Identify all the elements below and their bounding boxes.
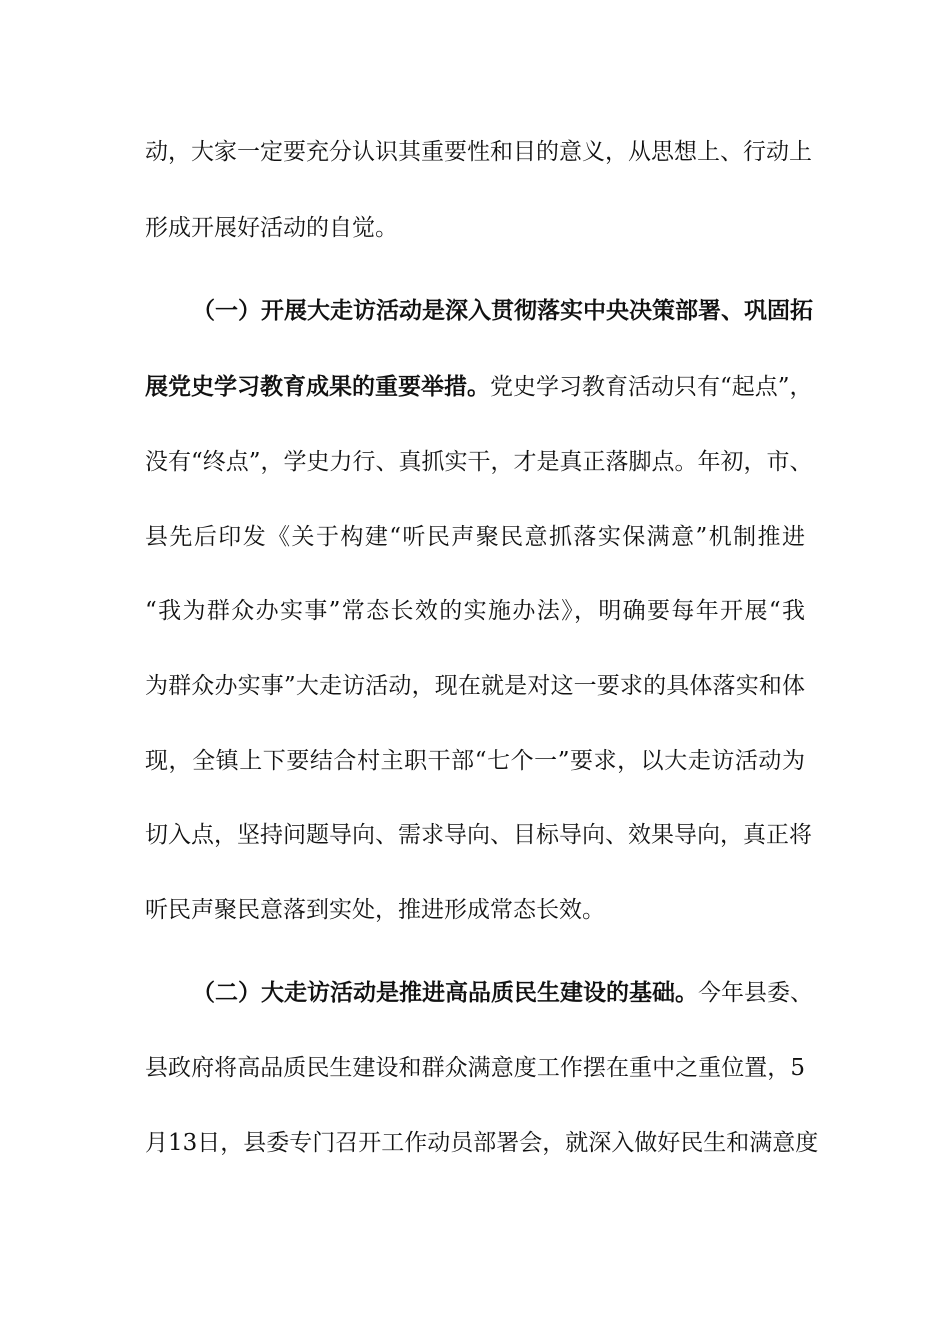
text-run: 动，大家一定要充分认识其重要性和目的意义，从思想上、行动上: [145, 139, 812, 165]
text-run: “我为群众办实事”常态长效的实施办法》，明确要每年开展“我: [145, 598, 805, 624]
text-run: 形成开展好活动的自觉。: [145, 215, 398, 241]
text-line: [145, 442, 813, 482]
text-line: [145, 741, 805, 781]
text-run: 没有“终点”，学史力行、真抓实干，才是真正落脚点。年初，市、: [145, 449, 813, 475]
text-run: 党史学习教育活动只有“起点”，: [490, 374, 813, 400]
text-line: [145, 890, 805, 930]
section-heading-line: [192, 291, 813, 331]
text-line: [145, 591, 805, 631]
section-heading: （一）开展大走访活动是深入贯彻落实中央决策部署、巩固拓: [192, 297, 813, 324]
text-run: 月13日，县委专门召开工作动员部署会，就深入做好民生和满意度: [145, 1130, 819, 1156]
text-run: 切入点，坚持问题导向、需求导向、目标导向、效果导向，真正将: [145, 822, 812, 848]
text-line: [145, 132, 812, 172]
text-line: [145, 815, 812, 855]
section-heading: 展党史学习教育成果的重要举措。: [145, 373, 490, 400]
text-run: 现，全镇上下要结合村主职干部“七个一”要求，以大走访活动为: [145, 748, 805, 774]
text-line: [145, 517, 805, 557]
text-line: [145, 1048, 805, 1088]
section-heading: （二）大走访活动是推进高品质民生建设的基础。: [192, 979, 698, 1006]
text-line: [145, 666, 805, 706]
text-run: 今年县委、: [698, 980, 813, 1006]
text-run: 为群众办实事”大走访活动，现在就是对这一要求的具体落实和体: [145, 673, 805, 699]
text-line: [145, 1123, 819, 1163]
text-run: 县先后印发《关于构建“听民声聚民意抓落实保满意”机制推进: [145, 524, 805, 550]
text-run: 听民声聚民意落到实处，推进形成常态长效。: [145, 897, 605, 923]
text-run: 县政府将高品质民生建设和群众满意度工作摆在重中之重位置，5: [145, 1055, 805, 1081]
text-line: [145, 208, 805, 248]
text-line: [145, 367, 813, 407]
section-heading-line: [192, 973, 813, 1013]
